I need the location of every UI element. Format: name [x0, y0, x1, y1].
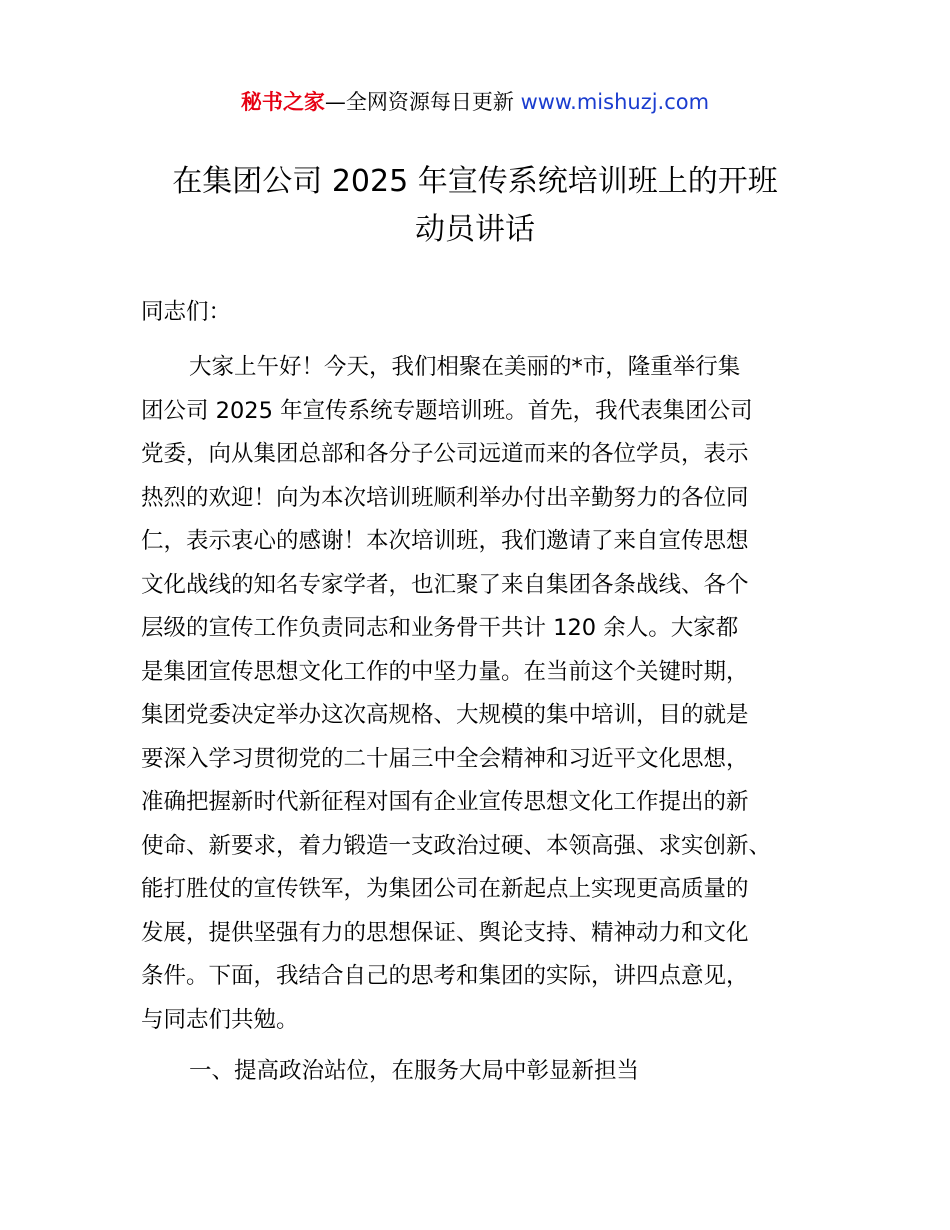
title-line-2: 动员讲话	[415, 212, 535, 247]
site-slogan: —全网资源每日更新	[324, 90, 514, 114]
body-line: 文化战线的知名专家学者，也汇聚了来自集团各条战线、各个	[141, 571, 749, 598]
body-paragraph	[141, 346, 831, 1042]
body-line: 使命、新要求，着力锻造一支政治过硬、本领高强、求实创新、	[141, 832, 772, 859]
body-line: 集团党委决定举办这次高规格、大规模的集中培训，目的就是	[141, 702, 749, 728]
document-title	[0, 158, 950, 254]
greeting: 同志们：	[141, 299, 232, 325]
site-url-link[interactable]: www.mishuzj.com	[520, 90, 710, 114]
body-line: 团公司 2025 年宣传系统专题培训班。首先，我代表集团公司	[141, 397, 753, 424]
body-line: 大家上午好！今天，我们相聚在美丽的*市，隆重举行集	[189, 354, 741, 380]
title-line-1: 在集团公司 2025 年宣传系统培训班上的开班	[172, 164, 778, 199]
body-line: 热烈的欢迎！向为本次培训班顺利举办付出辛勤努力的各位同	[141, 484, 749, 511]
section-heading-1: 一、提高政治站位，在服务大局中彰显新担当	[189, 1058, 640, 1084]
body-line: 党委，向从集团总部和各分子公司远道而来的各位学员，表示	[141, 441, 749, 467]
body-line: 要深入学习贯彻党的二十届三中全会精神和习近平文化思想，	[141, 745, 749, 772]
site-header	[0, 84, 950, 120]
body-line: 仁，表示衷心的感谢！本次培训班，我们邀请了来自宣传思想	[141, 528, 749, 554]
body-line: 条件。下面，我结合自己的思考和集团的实际，讲四点意见，	[141, 963, 749, 989]
body-line: 是集团宣传思想文化工作的中坚力量。在当前这个关键时期，	[141, 658, 749, 685]
body-line: 与同志们共勉。	[141, 1006, 299, 1033]
brand-name: 秘书之家	[240, 90, 325, 114]
body-line: 发展，提供坚强有力的思想保证、舆论支持、精神动力和文化	[141, 919, 749, 946]
body-line: 能打胜仗的宣传铁军，为集团公司在新起点上实现更高质量的	[141, 876, 749, 902]
body-line: 层级的宣传工作负责同志和业务骨干共计 120 余人。大家都	[141, 615, 739, 641]
body-line: 准确把握新时代新征程对国有企业宣传思想文化工作提出的新	[141, 789, 749, 815]
